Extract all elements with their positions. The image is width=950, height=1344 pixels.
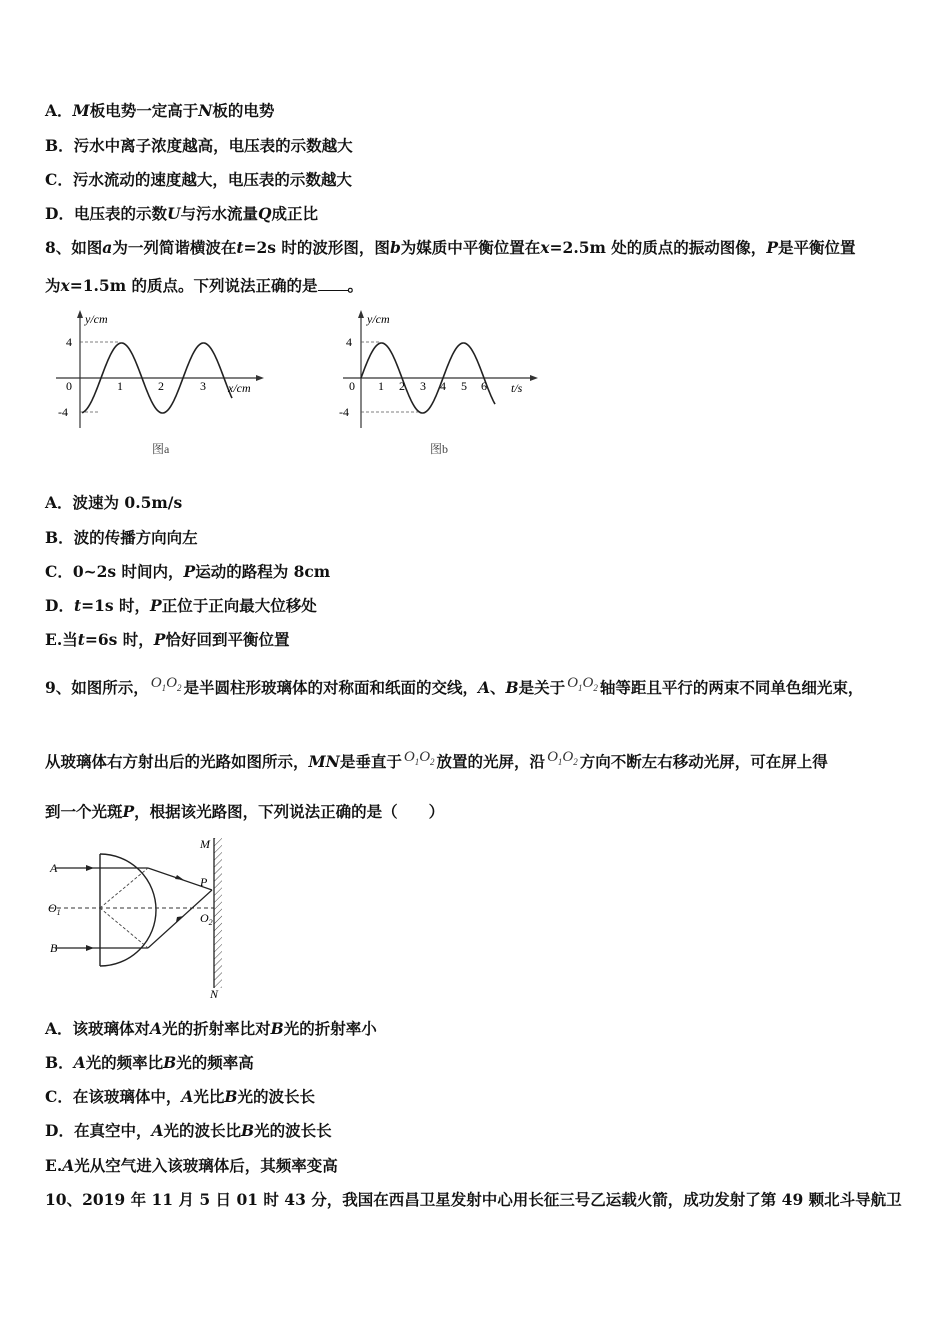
q9-option-b: B．A光的频率比B光的频率高 (45, 1053, 254, 1072)
q8-option-d: D．t=1s 时，P正位于正向最大位移处 (45, 596, 317, 615)
q9-stem-line2: 从玻璃体右方射出后的光路如图所示，MN是垂直于 $O_1O_2$ 放置的光屏，沿 $O_1O_2$ 方向不断左右移动光屏，可在屏上得 (45, 749, 828, 771)
o1o2-symbol: $O_1O_2$ (150, 675, 182, 693)
fig-a-x-tick-1: 1 (117, 379, 123, 393)
fig-a-y-label: y/cm (85, 312, 108, 326)
q8-option-a: A．波速为 0.5m/s (45, 493, 183, 512)
fig-a-x-tick-0: 0 (66, 379, 72, 393)
label-m: M (200, 837, 210, 851)
q7-option-a: A．M板电势一定高于N板的电势 (45, 101, 275, 120)
q9-stem-line3: 到一个光斑P，根据该光路图，下列说法正确的是（ ） (45, 802, 445, 821)
q8-option-c: C．0~2s 时间内，P运动的路程为 8cm (45, 562, 331, 581)
figure-a-wave-graph (52, 306, 282, 466)
fig-b-x-tick-6: 6 (481, 379, 487, 393)
fig-b-caption: 图b (430, 442, 449, 456)
label-a: A (50, 861, 58, 875)
fig-b-x-tick-4: 4 (440, 379, 446, 393)
q7-option-b: B．污水中离子浓度越高，电压表的示数越大 (45, 136, 353, 155)
fig-a-x-tick-3: 3 (200, 379, 206, 393)
fig-b-x-tick-0: 0 (349, 379, 355, 393)
fig-b-y-tick-min: -4 (339, 405, 349, 419)
label-o1: $O_1$ (48, 901, 61, 917)
fig-a-caption: 图a (152, 442, 170, 456)
answer-blank (318, 276, 348, 291)
q9-option-c: C．在该玻璃体中，A光比B光的波长长 (45, 1087, 316, 1106)
figure-b-vibration-graph (333, 306, 553, 466)
q8-option-b: B．波的传播方向向左 (45, 528, 198, 547)
q8-stem-line2: 为x=1.5m 的质点。下列说法正确的是 。 (45, 276, 364, 295)
label-n: N (210, 987, 219, 1001)
q9-stem-line1: 9、如图所示， $O_1O_2$ 是半圆柱形玻璃体的对称面和纸面的交线，A、B是关于 $O_1O_2$ 轴等距且平行的两束不同单色细光束， (45, 675, 864, 697)
label-b: B (50, 941, 58, 955)
fig-b-y-label: y/cm (367, 312, 390, 326)
q9-option-d: D．在真空中，A光的波长比B光的波长长 (45, 1121, 332, 1140)
q8-stem-line1: 8、如图a为一列简谐横波在t=2s 时的波形图，图b为媒质中平衡位置在x=2.5m 处的质点的振动图像，P是平衡位置 (45, 238, 856, 257)
o1o2-symbol: $O_1O_2$ (403, 749, 435, 767)
fig-b-x-tick-5: 5 (461, 379, 467, 393)
q8-option-e: E.当t=6s 时，P恰好回到平衡位置 (45, 630, 290, 649)
fig-b-x-tick-3: 3 (420, 379, 426, 393)
q10-stem-line1: 10、2019 年 11 月 5 日 01 时 43 分，我国在西昌卫星发射中心用长征三号乙运载火箭，成功发射了第 49 颗北斗导航卫 (45, 1190, 902, 1209)
q9-option-a: A．该玻璃体对A光的折射率比对B光的折射率小 (45, 1019, 377, 1038)
fig-a-x-tick-2: 2 (158, 379, 164, 393)
label-o2: $O_2$ (200, 911, 213, 927)
fig-b-y-tick-max: 4 (346, 335, 352, 349)
q7-option-c: C．污水流动的速度越大，电压表的示数越大 (45, 170, 352, 189)
screen-mn (214, 838, 222, 988)
o1o2-symbol: $O_1O_2$ (547, 749, 578, 767)
fig-a-y-tick-max: 4 (66, 335, 72, 349)
fig-b-x-label: t/s (511, 381, 523, 395)
q7-option-d: D．电压表的示数U与污水流量Q成正比 (45, 204, 319, 223)
o1o2-symbol: $O_1O_2$ (567, 675, 598, 693)
q9-option-e: E.A光从空气进入该玻璃体后，其频率变高 (45, 1156, 338, 1175)
fig-a-y-tick-min: -4 (58, 405, 68, 419)
glass-curved-face (100, 854, 156, 966)
fig-b-x-tick-2: 2 (399, 379, 405, 393)
figure-glass-prism (44, 832, 244, 1002)
fig-a-x-label: x/cm (228, 381, 251, 395)
fig-b-x-tick-1: 1 (378, 379, 384, 393)
label-p: P (200, 875, 208, 889)
